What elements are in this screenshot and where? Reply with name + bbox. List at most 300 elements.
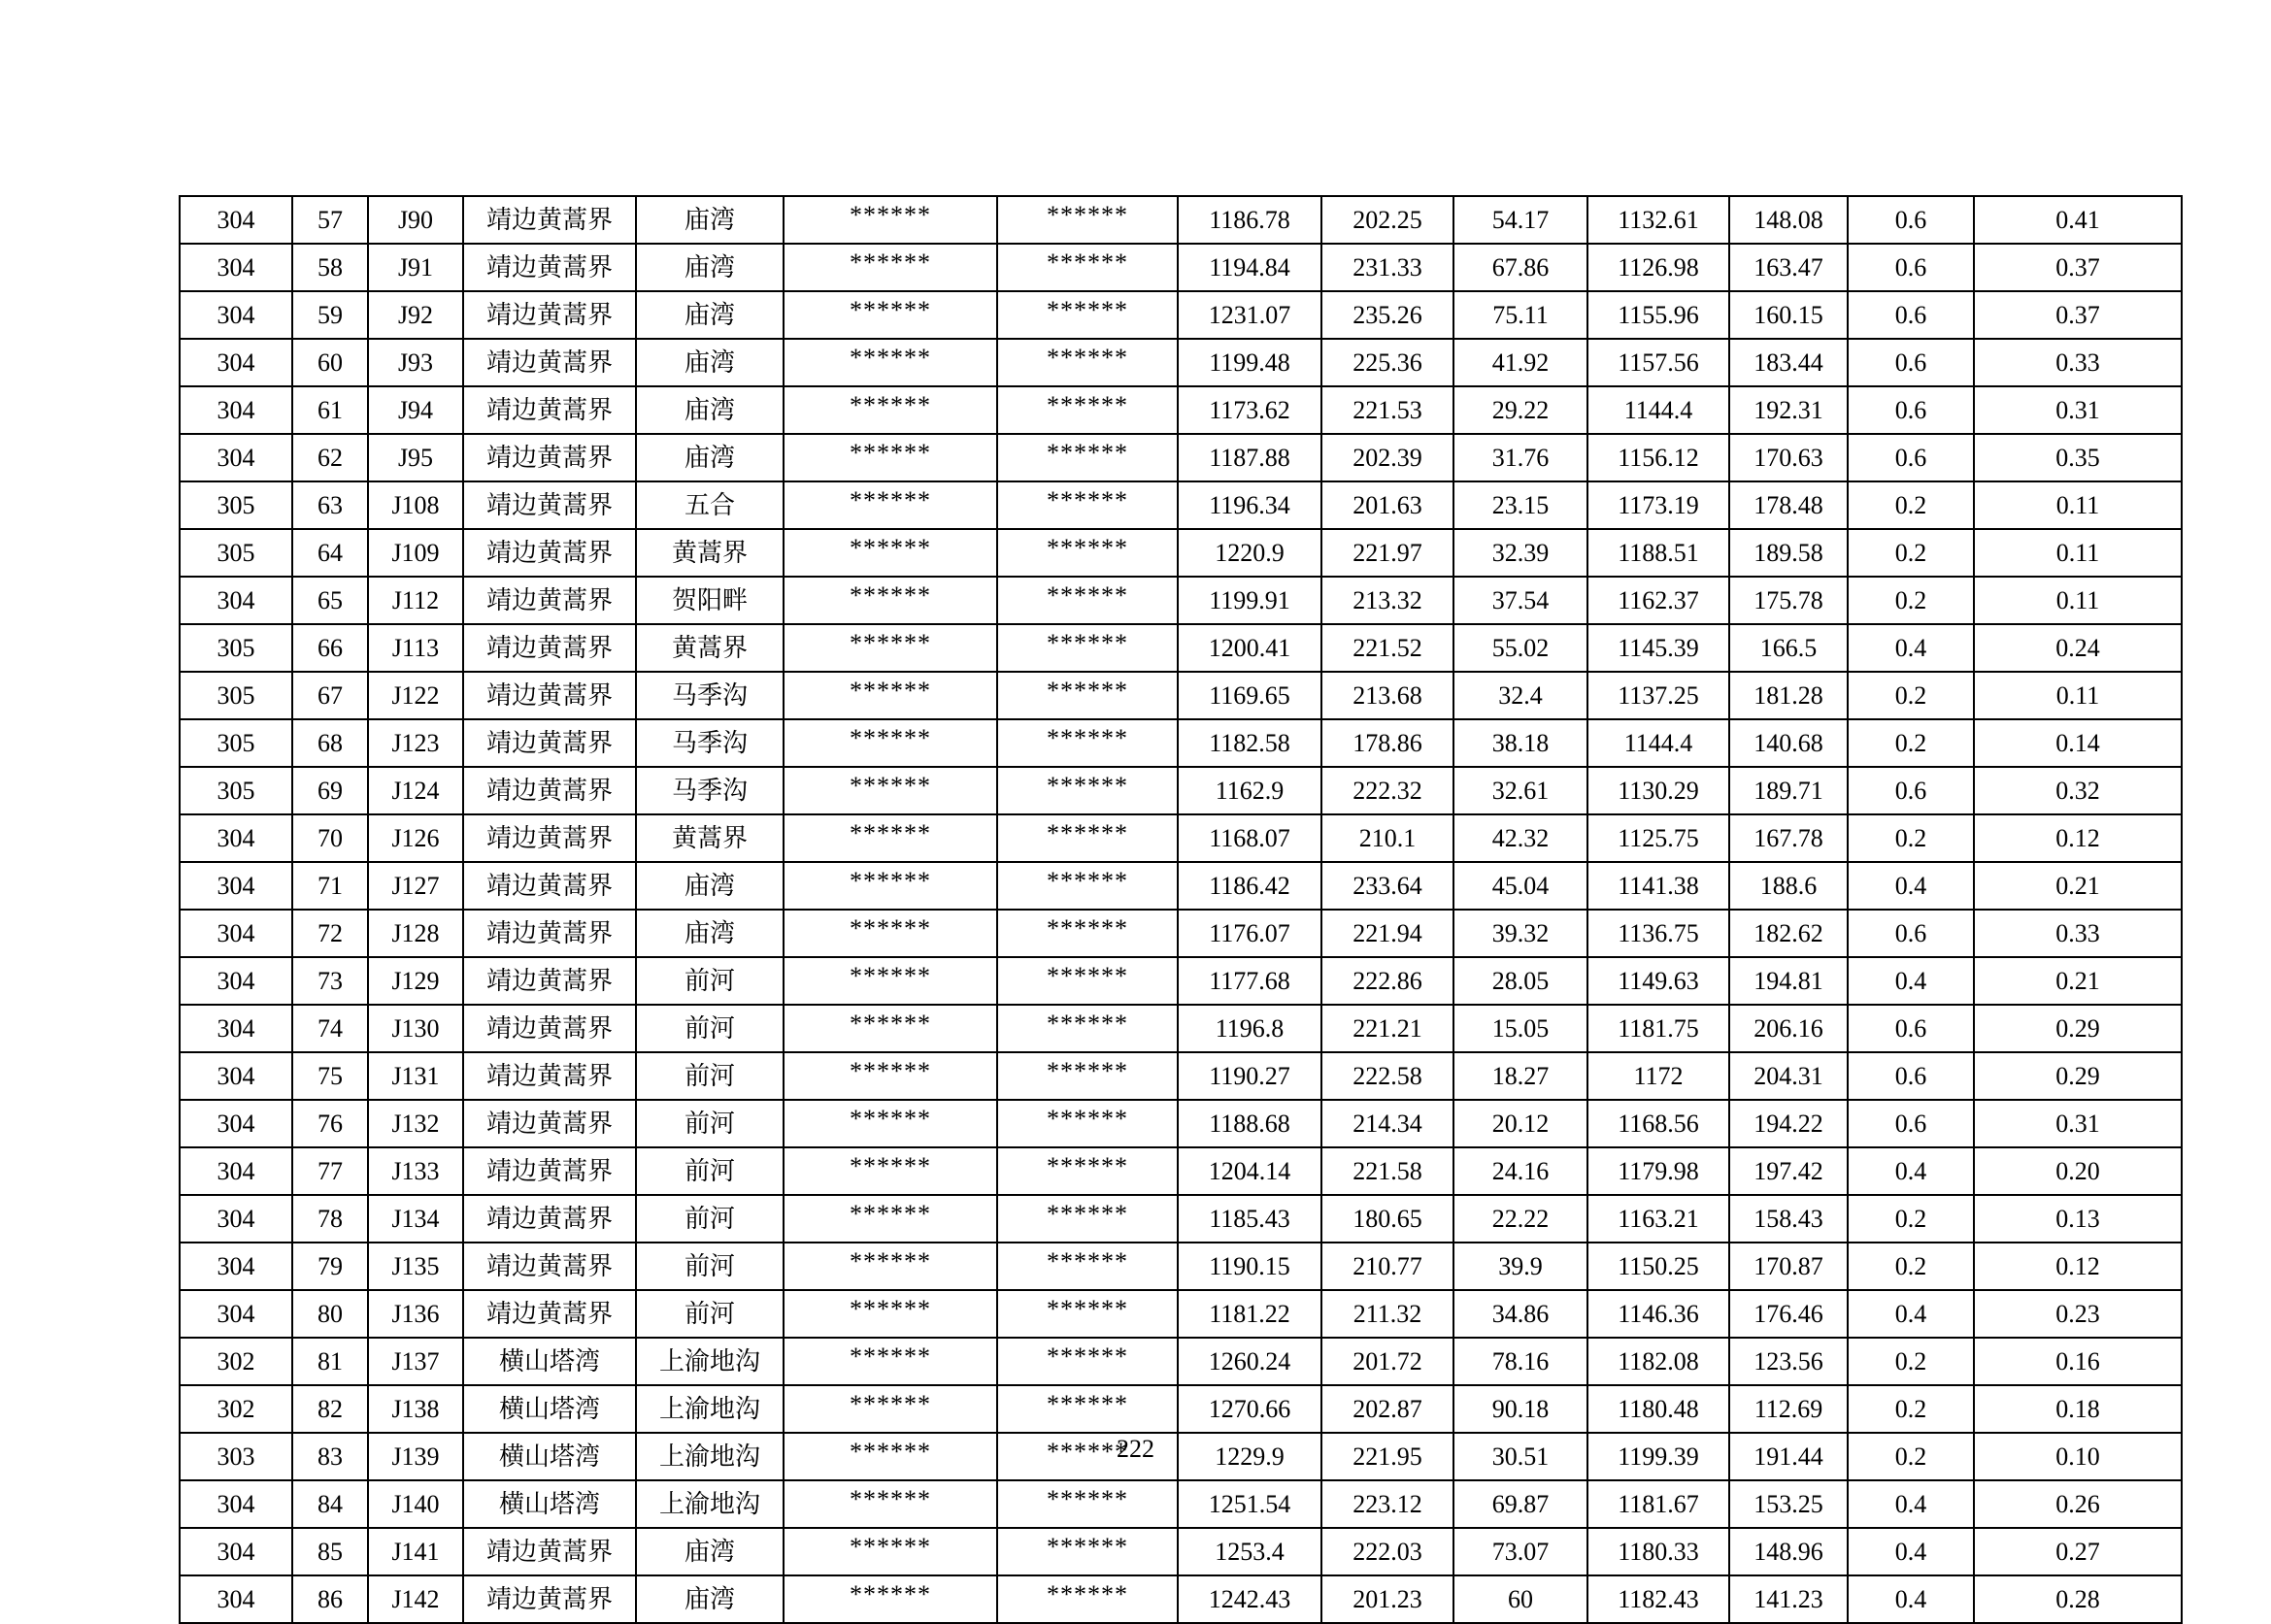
cell-value-2: 222.03 [1321, 1528, 1453, 1575]
table-row [180, 624, 2182, 672]
cell-value-6: 0.2 [1848, 1433, 1974, 1480]
table-row [180, 291, 2182, 339]
cell-coord-y: ****** [997, 1147, 1178, 1195]
cell-location: 靖边黄蒿界 [463, 862, 636, 910]
cell-value-7: 0.28 [1974, 1575, 2182, 1623]
cell-value-2: 221.52 [1321, 624, 1453, 672]
cell-value-6: 0.2 [1848, 1243, 1974, 1290]
cell-coord-x: ****** [784, 1147, 997, 1195]
cell-point-id: J91 [368, 244, 463, 291]
cell-col-2: 80 [292, 1290, 368, 1338]
cell-value-5: 197.42 [1729, 1147, 1848, 1195]
table-row [180, 481, 2182, 529]
cell-value-6: 0.2 [1848, 529, 1974, 577]
cell-col-2: 73 [292, 957, 368, 1005]
cell-village: 马季沟 [636, 672, 784, 719]
cell-value-1: 1185.43 [1178, 1195, 1321, 1243]
cell-coord-x: ****** [784, 577, 997, 624]
cell-value-7: 0.31 [1974, 386, 2182, 434]
cell-value-5: 175.78 [1729, 577, 1848, 624]
cell-value-7: 0.21 [1974, 957, 2182, 1005]
cell-coord-y: ****** [997, 1480, 1178, 1528]
table-row [180, 1005, 2182, 1052]
cell-location: 靖边黄蒿界 [463, 1195, 636, 1243]
cell-value-4: 1144.4 [1587, 386, 1729, 434]
cell-village: 上渝地沟 [636, 1338, 784, 1385]
cell-coord-x: ****** [784, 529, 997, 577]
cell-village: 前河 [636, 1100, 784, 1147]
cell-col-2: 72 [292, 910, 368, 957]
cell-location: 靖边黄蒿界 [463, 529, 636, 577]
cell-col-2: 66 [292, 624, 368, 672]
cell-col-2: 75 [292, 1052, 368, 1100]
cell-point-id: J92 [368, 291, 463, 339]
cell-point-id: J133 [368, 1147, 463, 1195]
cell-value-4: 1141.38 [1587, 862, 1729, 910]
cell-value-5: 194.81 [1729, 957, 1848, 1005]
cell-value-3: 42.32 [1453, 814, 1587, 862]
cell-coord-x: ****** [784, 339, 997, 386]
cell-value-3: 32.61 [1453, 767, 1587, 814]
cell-coord-y: ****** [997, 386, 1178, 434]
cell-value-1: 1196.8 [1178, 1005, 1321, 1052]
cell-coord-x: ****** [784, 1528, 997, 1575]
cell-value-5: 112.69 [1729, 1385, 1848, 1433]
cell-point-id: J128 [368, 910, 463, 957]
cell-value-5: 148.96 [1729, 1528, 1848, 1575]
cell-value-6: 0.2 [1848, 814, 1974, 862]
cell-col-2: 63 [292, 481, 368, 529]
cell-col-1: 304 [180, 862, 292, 910]
cell-value-4: 1180.48 [1587, 1385, 1729, 1433]
table-row [180, 1052, 2182, 1100]
cell-location: 靖边黄蒿界 [463, 386, 636, 434]
cell-value-3: 20.12 [1453, 1100, 1587, 1147]
cell-value-1: 1190.15 [1178, 1243, 1321, 1290]
cell-value-7: 0.20 [1974, 1147, 2182, 1195]
cell-location: 靖边黄蒿界 [463, 339, 636, 386]
cell-value-4: 1130.29 [1587, 767, 1729, 814]
cell-value-2: 211.32 [1321, 1290, 1453, 1338]
cell-coord-x: ****** [784, 1290, 997, 1338]
cell-value-5: 182.62 [1729, 910, 1848, 957]
cell-value-5: 148.08 [1729, 196, 1848, 244]
cell-value-1: 1181.22 [1178, 1290, 1321, 1338]
cell-col-1: 304 [180, 1005, 292, 1052]
cell-village: 庙湾 [636, 862, 784, 910]
cell-value-3: 22.22 [1453, 1195, 1587, 1243]
cell-village: 前河 [636, 1052, 784, 1100]
cell-value-6: 0.6 [1848, 1100, 1974, 1147]
cell-value-6: 0.4 [1848, 1290, 1974, 1338]
cell-value-5: 189.58 [1729, 529, 1848, 577]
cell-coord-y: ****** [997, 719, 1178, 767]
cell-village: 马季沟 [636, 719, 784, 767]
cell-value-7: 0.31 [1974, 1100, 2182, 1147]
cell-location: 靖边黄蒿界 [463, 1005, 636, 1052]
cell-col-1: 304 [180, 1100, 292, 1147]
cell-location: 靖边黄蒿界 [463, 434, 636, 481]
table-row [180, 577, 2182, 624]
cell-village: 庙湾 [636, 291, 784, 339]
cell-value-3: 29.22 [1453, 386, 1587, 434]
cell-value-6: 0.4 [1848, 1480, 1974, 1528]
cell-col-1: 302 [180, 1338, 292, 1385]
cell-value-4: 1125.75 [1587, 814, 1729, 862]
cell-value-6: 0.4 [1848, 957, 1974, 1005]
cell-col-2: 69 [292, 767, 368, 814]
cell-value-2: 221.94 [1321, 910, 1453, 957]
cell-value-4: 1162.37 [1587, 577, 1729, 624]
cell-value-4: 1181.75 [1587, 1005, 1729, 1052]
cell-value-3: 32.39 [1453, 529, 1587, 577]
cell-col-1: 304 [180, 386, 292, 434]
cell-village: 庙湾 [636, 1575, 784, 1623]
table-row [180, 1480, 2182, 1528]
cell-col-2: 62 [292, 434, 368, 481]
cell-point-id: J135 [368, 1243, 463, 1290]
cell-value-5: 123.56 [1729, 1338, 1848, 1385]
cell-value-4: 1146.36 [1587, 1290, 1729, 1338]
cell-location: 靖边黄蒿界 [463, 719, 636, 767]
cell-col-2: 82 [292, 1385, 368, 1433]
cell-coord-y: ****** [997, 481, 1178, 529]
cell-location: 靖边黄蒿界 [463, 1243, 636, 1290]
cell-value-1: 1229.9 [1178, 1433, 1321, 1480]
cell-col-1: 304 [180, 196, 292, 244]
cell-coord-y: ****** [997, 862, 1178, 910]
cell-col-1: 304 [180, 910, 292, 957]
cell-value-5: 192.31 [1729, 386, 1848, 434]
cell-value-4: 1172 [1587, 1052, 1729, 1100]
cell-col-1: 304 [180, 1575, 292, 1623]
table-row [180, 1147, 2182, 1195]
cell-value-3: 60 [1453, 1575, 1587, 1623]
cell-value-3: 67.86 [1453, 244, 1587, 291]
table-row [180, 339, 2182, 386]
cell-value-5: 189.71 [1729, 767, 1848, 814]
cell-coord-x: ****** [784, 386, 997, 434]
cell-value-2: 221.97 [1321, 529, 1453, 577]
cell-col-1: 304 [180, 291, 292, 339]
cell-coord-x: ****** [784, 1480, 997, 1528]
cell-value-7: 0.21 [1974, 862, 2182, 910]
cell-value-4: 1145.39 [1587, 624, 1729, 672]
table-row [180, 244, 2182, 291]
table-row [180, 1385, 2182, 1433]
page-number: 222 [1117, 1435, 1154, 1463]
cell-location: 靖边黄蒿界 [463, 1100, 636, 1147]
cell-col-2: 68 [292, 719, 368, 767]
cell-col-2: 67 [292, 672, 368, 719]
cell-location: 横山塔湾 [463, 1338, 636, 1385]
cell-value-5: 181.28 [1729, 672, 1848, 719]
cell-value-5: 160.15 [1729, 291, 1848, 339]
cell-value-4: 1156.12 [1587, 434, 1729, 481]
cell-point-id: J131 [368, 1052, 463, 1100]
cell-value-6: 0.6 [1848, 196, 1974, 244]
cell-coord-x: ****** [784, 719, 997, 767]
cell-village: 黄蒿界 [636, 624, 784, 672]
cell-coord-x: ****** [784, 957, 997, 1005]
cell-village: 庙湾 [636, 910, 784, 957]
cell-point-id: J137 [368, 1338, 463, 1385]
cell-value-3: 23.15 [1453, 481, 1587, 529]
cell-value-4: 1126.98 [1587, 244, 1729, 291]
cell-col-2: 57 [292, 196, 368, 244]
cell-location: 靖边黄蒿界 [463, 672, 636, 719]
cell-col-1: 304 [180, 814, 292, 862]
cell-value-5: 140.68 [1729, 719, 1848, 767]
cell-value-5: 153.25 [1729, 1480, 1848, 1528]
cell-col-1: 304 [180, 1528, 292, 1575]
cell-coord-y: ****** [997, 1052, 1178, 1100]
cell-value-2: 225.36 [1321, 339, 1453, 386]
cell-value-3: 73.07 [1453, 1528, 1587, 1575]
cell-coord-x: ****** [784, 1052, 997, 1100]
cell-value-4: 1179.98 [1587, 1147, 1729, 1195]
cell-value-6: 0.6 [1848, 291, 1974, 339]
cell-col-1: 305 [180, 624, 292, 672]
cell-coord-x: ****** [784, 1100, 997, 1147]
cell-coord-y: ****** [997, 624, 1178, 672]
cell-coord-x: ****** [784, 1195, 997, 1243]
cell-location: 靖边黄蒿界 [463, 481, 636, 529]
cell-col-1: 304 [180, 1195, 292, 1243]
cell-value-3: 18.27 [1453, 1052, 1587, 1100]
cell-value-5: 158.43 [1729, 1195, 1848, 1243]
cell-value-5: 166.5 [1729, 624, 1848, 672]
cell-col-2: 79 [292, 1243, 368, 1290]
cell-point-id: J109 [368, 529, 463, 577]
cell-value-7: 0.13 [1974, 1195, 2182, 1243]
cell-value-3: 39.32 [1453, 910, 1587, 957]
cell-value-4: 1168.56 [1587, 1100, 1729, 1147]
cell-value-4: 1137.25 [1587, 672, 1729, 719]
cell-coord-y: ****** [997, 244, 1178, 291]
cell-location: 横山塔湾 [463, 1480, 636, 1528]
cell-value-7: 0.23 [1974, 1290, 2182, 1338]
cell-value-3: 37.54 [1453, 577, 1587, 624]
cell-coord-y: ****** [997, 291, 1178, 339]
table-row [180, 1195, 2182, 1243]
cell-value-7: 0.24 [1974, 624, 2182, 672]
cell-value-3: 45.04 [1453, 862, 1587, 910]
cell-coord-y: ****** [997, 434, 1178, 481]
cell-value-7: 0.32 [1974, 767, 2182, 814]
cell-point-id: J95 [368, 434, 463, 481]
cell-coord-x: ****** [784, 244, 997, 291]
cell-value-1: 1168.07 [1178, 814, 1321, 862]
cell-col-2: 64 [292, 529, 368, 577]
cell-village: 前河 [636, 1243, 784, 1290]
cell-value-3: 55.02 [1453, 624, 1587, 672]
cell-value-7: 0.11 [1974, 529, 2182, 577]
cell-value-5: 183.44 [1729, 339, 1848, 386]
cell-value-7: 0.33 [1974, 910, 2182, 957]
cell-value-5: 178.48 [1729, 481, 1848, 529]
cell-value-4: 1181.67 [1587, 1480, 1729, 1528]
cell-value-1: 1194.84 [1178, 244, 1321, 291]
cell-coord-y: ****** [997, 196, 1178, 244]
cell-value-2: 202.87 [1321, 1385, 1453, 1433]
cell-point-id: J93 [368, 339, 463, 386]
cell-value-6: 0.4 [1848, 1575, 1974, 1623]
cell-point-id: J127 [368, 862, 463, 910]
cell-value-6: 0.6 [1848, 339, 1974, 386]
cell-value-7: 0.14 [1974, 719, 2182, 767]
cell-point-id: J124 [368, 767, 463, 814]
table-row [180, 672, 2182, 719]
cell-coord-x: ****** [784, 1005, 997, 1052]
table-row [180, 719, 2182, 767]
cell-value-6: 0.2 [1848, 1385, 1974, 1433]
cell-value-2: 231.33 [1321, 244, 1453, 291]
cell-value-6: 0.2 [1848, 672, 1974, 719]
cell-value-2: 213.32 [1321, 577, 1453, 624]
cell-value-1: 1204.14 [1178, 1147, 1321, 1195]
cell-col-2: 86 [292, 1575, 368, 1623]
cell-value-1: 1196.34 [1178, 481, 1321, 529]
cell-village: 庙湾 [636, 434, 784, 481]
cell-value-3: 30.51 [1453, 1433, 1587, 1480]
cell-value-5: 141.23 [1729, 1575, 1848, 1623]
cell-value-1: 1173.62 [1178, 386, 1321, 434]
cell-coord-y: ****** [997, 1575, 1178, 1623]
cell-value-6: 0.2 [1848, 719, 1974, 767]
cell-coord-x: ****** [784, 1338, 997, 1385]
cell-point-id: J134 [368, 1195, 463, 1243]
table-row [180, 862, 2182, 910]
cell-point-id: J126 [368, 814, 463, 862]
cell-value-2: 235.26 [1321, 291, 1453, 339]
cell-location: 靖边黄蒿界 [463, 767, 636, 814]
cell-coord-x: ****** [784, 862, 997, 910]
cell-value-4: 1199.39 [1587, 1433, 1729, 1480]
cell-point-id: J139 [368, 1433, 463, 1480]
cell-value-7: 0.41 [1974, 196, 2182, 244]
cell-value-7: 0.37 [1974, 244, 2182, 291]
cell-location: 靖边黄蒿界 [463, 814, 636, 862]
cell-col-2: 77 [292, 1147, 368, 1195]
cell-value-5: 206.16 [1729, 1005, 1848, 1052]
cell-value-1: 1187.88 [1178, 434, 1321, 481]
cell-value-7: 0.18 [1974, 1385, 2182, 1433]
cell-village: 庙湾 [636, 339, 784, 386]
cell-coord-x: ****** [784, 624, 997, 672]
cell-value-2: 223.12 [1321, 1480, 1453, 1528]
cell-value-3: 69.87 [1453, 1480, 1587, 1528]
cell-value-6: 0.6 [1848, 1052, 1974, 1100]
cell-value-2: 178.86 [1321, 719, 1453, 767]
cell-col-1: 304 [180, 1243, 292, 1290]
cell-village: 黄蒿界 [636, 529, 784, 577]
cell-location: 靖边黄蒿界 [463, 957, 636, 1005]
cell-value-7: 0.29 [1974, 1052, 2182, 1100]
cell-col-2: 83 [292, 1433, 368, 1480]
cell-village: 上渝地沟 [636, 1433, 784, 1480]
cell-value-6: 0.2 [1848, 1195, 1974, 1243]
table-row [180, 196, 2182, 244]
cell-coord-x: ****** [784, 291, 997, 339]
cell-value-4: 1180.33 [1587, 1528, 1729, 1575]
cell-col-1: 304 [180, 339, 292, 386]
cell-coord-x: ****** [784, 481, 997, 529]
table-row [180, 1100, 2182, 1147]
cell-value-1: 1260.24 [1178, 1338, 1321, 1385]
cell-value-4: 1157.56 [1587, 339, 1729, 386]
cell-value-7: 0.35 [1974, 434, 2182, 481]
cell-coord-y: ****** [997, 577, 1178, 624]
cell-col-1: 304 [180, 1052, 292, 1100]
cell-location: 靖边黄蒿界 [463, 244, 636, 291]
cell-location: 靖边黄蒿界 [463, 1290, 636, 1338]
cell-village: 黄蒿界 [636, 814, 784, 862]
cell-value-4: 1182.08 [1587, 1338, 1729, 1385]
table-row [180, 1290, 2182, 1338]
table-row [180, 1528, 2182, 1575]
cell-value-1: 1231.07 [1178, 291, 1321, 339]
cell-value-7: 0.37 [1974, 291, 2182, 339]
cell-value-1: 1242.43 [1178, 1575, 1321, 1623]
cell-village: 前河 [636, 1005, 784, 1052]
cell-coord-y: ****** [997, 1243, 1178, 1290]
cell-value-7: 0.11 [1974, 672, 2182, 719]
cell-value-2: 210.77 [1321, 1243, 1453, 1290]
cell-value-3: 41.92 [1453, 339, 1587, 386]
cell-value-1: 1186.78 [1178, 196, 1321, 244]
cell-value-3: 38.18 [1453, 719, 1587, 767]
cell-value-4: 1182.43 [1587, 1575, 1729, 1623]
cell-village: 庙湾 [636, 386, 784, 434]
cell-location: 靖边黄蒿界 [463, 1575, 636, 1623]
cell-village: 上渝地沟 [636, 1385, 784, 1433]
cell-location: 靖边黄蒿界 [463, 1147, 636, 1195]
cell-coord-x: ****** [784, 814, 997, 862]
table-row [180, 1338, 2182, 1385]
cell-value-6: 0.6 [1848, 386, 1974, 434]
cell-col-2: 58 [292, 244, 368, 291]
cell-value-7: 0.29 [1974, 1005, 2182, 1052]
cell-value-2: 201.23 [1321, 1575, 1453, 1623]
cell-value-2: 201.72 [1321, 1338, 1453, 1385]
cell-location: 靖边黄蒿界 [463, 1052, 636, 1100]
cell-coord-x: ****** [784, 1575, 997, 1623]
cell-value-5: 170.63 [1729, 434, 1848, 481]
cell-value-2: 210.1 [1321, 814, 1453, 862]
cell-value-1: 1188.68 [1178, 1100, 1321, 1147]
cell-col-1: 305 [180, 481, 292, 529]
cell-col-2: 81 [292, 1338, 368, 1385]
cell-value-1: 1177.68 [1178, 957, 1321, 1005]
cell-value-2: 222.86 [1321, 957, 1453, 1005]
cell-coord-x: ****** [784, 1433, 997, 1480]
cell-col-1: 304 [180, 957, 292, 1005]
cell-village: 庙湾 [636, 1528, 784, 1575]
cell-coord-y: ****** [997, 957, 1178, 1005]
table-row [180, 910, 2182, 957]
cell-value-6: 0.6 [1848, 767, 1974, 814]
cell-col-1: 304 [180, 577, 292, 624]
data-table [179, 195, 2183, 1624]
cell-value-6: 0.6 [1848, 244, 1974, 291]
cell-value-4: 1150.25 [1587, 1243, 1729, 1290]
cell-value-3: 34.86 [1453, 1290, 1587, 1338]
cell-value-2: 202.25 [1321, 196, 1453, 244]
cell-col-1: 305 [180, 529, 292, 577]
cell-value-7: 0.10 [1974, 1433, 2182, 1480]
cell-value-5: 204.31 [1729, 1052, 1848, 1100]
